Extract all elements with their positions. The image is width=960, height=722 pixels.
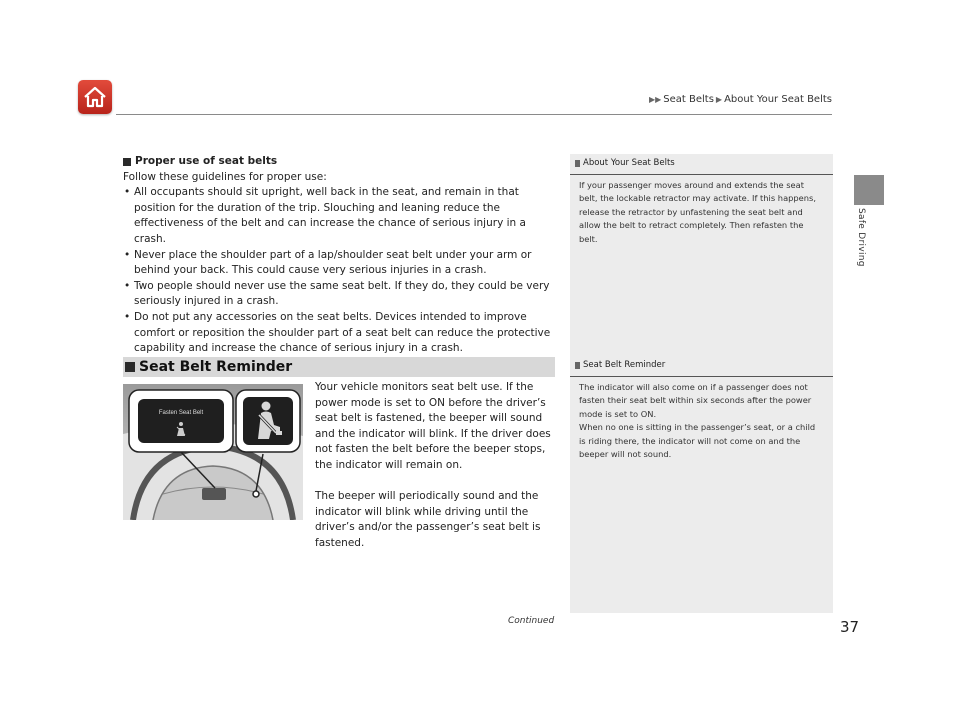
list-item: • All occupants should sit upright, well back in the seat, and remain in that position for the duration of the trip. Slouching and leaning reduce the effectiveness of the belt and can increase the chance of serious injury in a crash. (123, 185, 555, 247)
square-bullet-icon (123, 158, 131, 166)
chevron-right-icon: ▶ (715, 95, 723, 104)
guideline-list (123, 185, 555, 357)
home-icon (82, 85, 108, 109)
note-body (570, 377, 833, 462)
section-bar-seat-belt-reminder (123, 357, 555, 377)
chevron-right-icon: ▶▶ (648, 95, 662, 104)
section-title: Proper use of seat belts (135, 155, 278, 167)
chapter-label: Safe Driving (856, 208, 866, 267)
note-about-seat-belts (570, 157, 833, 246)
breadcrumb-item-seat-belts[interactable]: Seat Belts (663, 94, 714, 105)
seat-belt-indicator-illustration (123, 384, 303, 520)
proper-use-section (123, 154, 555, 357)
note-title: Seat Belt Reminder (583, 360, 666, 370)
note-heading (570, 157, 833, 175)
breadcrumb-item-about-seat-belts[interactable]: About Your Seat Belts (724, 94, 832, 105)
list-item: • Two people should never use the same seat belt. If they do, they could be very seriously injured in a crash. (123, 279, 555, 310)
section-bar-title: Seat Belt Reminder (139, 359, 293, 375)
seat-belt-reminder-text (315, 380, 555, 567)
note-body: If your passenger moves around and extends the seat belt, the lockable retractor may activate. If this happens, release the retractor by unfastening the seat belt and allow the belt to retract completely. Then refasten the belt. (579, 179, 817, 244)
intro-text: Follow these guidelines for proper use: (123, 170, 327, 183)
note-marker-icon (575, 362, 580, 369)
note-marker-icon (575, 160, 580, 167)
continued-label: Continued (508, 616, 555, 626)
indicator-display-text: Fasten Seat Belt (158, 410, 204, 416)
header-divider (116, 114, 832, 115)
note-seat-belt-reminder (570, 359, 833, 462)
section-heading (123, 154, 555, 170)
note-paragraph: When no one is sitting in the passenger’s seat, or a child is riding there, the indicator will not come on and the beeper will not sound. (579, 422, 816, 459)
breadcrumb (649, 94, 832, 105)
note-title: About Your Seat Belts (583, 158, 675, 168)
square-bullet-icon (125, 362, 135, 372)
note-paragraph: The indicator will also come on if a passenger does not fasten their seat belt within six seconds after the power mode is set to ON. (579, 381, 812, 419)
list-item: • Do not put any accessories on the seat belts. Devices intended to improve comfort or reposition the shoulder part of a seat belt can reduce the protective capability and increase the chance of serious injury in a crash. (123, 310, 555, 357)
note-heading (570, 359, 833, 377)
home-button[interactable] (78, 80, 112, 114)
paragraph: Your vehicle monitors seat belt use. If the power mode is set to ON before the driver’s seat belt is fastened, the beeper will sound and the indicator will blink. If the driver does not fasten the belt before the beeper stops, the indicator will remain on. (315, 381, 551, 471)
paragraph: The beeper will periodically sound and the indicator will blink while driving until the driver’s and/or the passenger’s seat belt is fastened. (315, 490, 541, 549)
chapter-tab[interactable] (854, 175, 884, 205)
page-number: 37 (840, 618, 860, 636)
list-item: • Never place the shoulder part of a lap/shoulder seat belt under your arm or behind your back. This could cause very serious injuries in a crash. (123, 248, 555, 279)
